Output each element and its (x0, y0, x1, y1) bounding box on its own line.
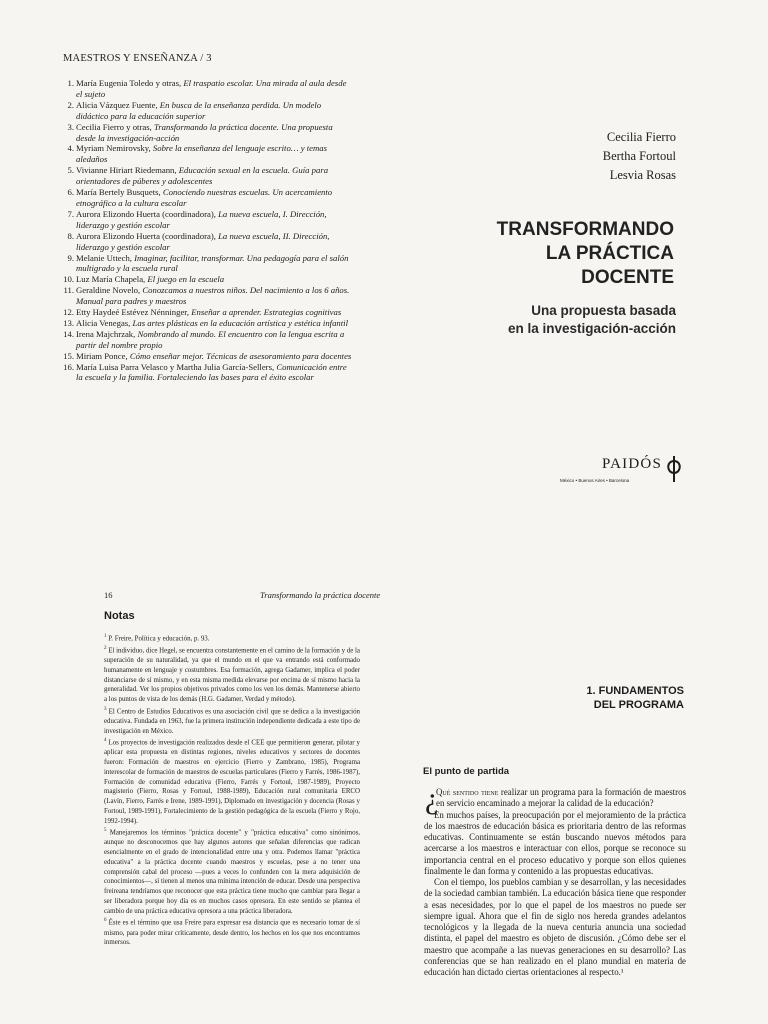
note-text: Manejaremos los términos "práctica docente" y "práctica educativa" como sinónimos, aunque no desconocemos que hay algunos autores que señalan diferencias que radican esencialmente en el grado de intencionalidad entre una y otra. Podemos llamar "práctica educativa" a la práctica docente cuando maestros y escuelas, pese a no tener una comprensión cabal del proceso —pues a veces lo confunden con la mera adquisición de conocimientos—, sí tienen al menos una mínima intención de educar. Desde una perspectiva freireana tendríamos que reconocer que esta práctica tiene mucho que cambiar para llegar a ser liberadora porque hoy día es en muchos casos opresora. En este sentido se plantea el cambio de una práctica educativa opresora a una práctica liberadora. (104, 829, 360, 915)
series-item-number: 10. (63, 274, 74, 285)
series-item-authors: Myriam Nemirovsky, (76, 143, 151, 154)
series-item-number: 4. (67, 143, 74, 154)
title-line: TRANSFORMANDO (496, 219, 674, 240)
series-item-title: Nombrando al mundo. El encuentro con la lengua escrita a partir del nombre propio (76, 328, 345, 350)
note-number: 6 (104, 918, 107, 924)
lead-rest: realizar un programa para la formación de maestros en servicio encaminado a mejorar la calidad de la educación? (436, 787, 686, 809)
series-item (62, 318, 352, 329)
note-text: El Centro de Estudios Educativos es una asociación civil que se dedica a la investigación educativa. Fundada en 1963, fue la primera institución independiente dedicada a este tipo de investigación en México. (104, 708, 360, 735)
series-item-authors: Aurora Elizondo Huerta (coordinadora), (76, 208, 216, 219)
series-item (62, 362, 352, 384)
notes-page (0, 512, 384, 1024)
series-item-title: El traspatio escolar. Una mirada al aula desde el sujeto (76, 78, 347, 99)
series-item (62, 209, 352, 231)
series-item-title: La nueva escuela, I. Dirección, liderazgo y gestión escolar (76, 208, 327, 230)
series-item-number: 1. (67, 78, 74, 88)
note-text: P. Freire, Política y educación, p. 93. (108, 635, 210, 643)
series-item-authors: Irena Majchrzak, (76, 328, 136, 339)
note-item (104, 736, 360, 826)
title-page (384, 0, 768, 512)
series-item-authors: Alicia Vázquez Fuente, (76, 99, 158, 110)
series-item-title: En busca de la enseñanza perdida. Un modelo didáctico para la educación superior (76, 99, 322, 121)
note-text: El individuo, dice Hegel, se encuentra constantemente en el camino de la formación y de la superación de su naturalidad, ya que el mundo en el que va entrando está conformado humanamente en lenguaje y costumbres. Esa formación, agrega Gadamer, implica el poder distanciarse de sí mismo, y en esta misma medida elevarse por encima de sí mismo hacia la generalidad. Ver los propios objetivos privados como los ven los demás. Mantenerse abierto a los puntos de vista de los demás (H.G. Gadamer, Verdad y método). (104, 647, 360, 704)
note-number: 1 (104, 634, 107, 639)
drop-cap: ¿ (425, 782, 439, 815)
series-item-number: 8. (67, 230, 74, 241)
series-item-number: 9. (67, 252, 74, 263)
series-item (62, 307, 352, 318)
series-item (62, 231, 352, 253)
series-item-number: 16. (63, 361, 74, 372)
series-item (62, 253, 352, 275)
section-heading: El punto de partida (423, 766, 510, 777)
notes-heading: Notas (104, 610, 135, 622)
note-number: 4 (104, 738, 107, 744)
series-item-authors: Melanie Uttech, (76, 252, 132, 263)
note-item (104, 705, 360, 737)
title-line: LA PRÁCTICA (545, 243, 674, 264)
series-item (62, 351, 352, 362)
note-number: 5 (104, 828, 107, 834)
series-item-authors: Luz María Chapela, (76, 274, 146, 285)
series-page (0, 0, 384, 512)
series-item (62, 143, 352, 165)
note-text: Éste es el término que usa Freire para expresar esa distancia que es necesario tomar de sí mismo, para poder mirar críticamente, desde dentro, los hechos en los que nos encontramos inmersos. (104, 919, 360, 947)
book-title (486, 218, 674, 290)
author-name: Cecilia Fierro (606, 130, 676, 144)
series-item-title: Educación sexual en la escuela. Guía para orientadores de púberes y adolescentes (76, 165, 329, 187)
series-item-title: Comunicación entre la escuela y la familia. Fortaleciendo las bases para el éxito escolar (76, 361, 347, 383)
series-item (62, 122, 352, 144)
series-item-title: Conociendo nuestras escuelas. Un acercamiento etnográfico a la cultura escolar (76, 187, 333, 208)
author-name: Bertha Fortoul (602, 149, 676, 163)
series-item-number: 14. (63, 328, 74, 339)
series-header: MAESTROS Y ENSEÑANZA / 3 (63, 53, 212, 64)
body-paragraph (424, 787, 686, 810)
series-item-authors: Miriam Ponce, (76, 350, 128, 361)
chapter-title (540, 684, 684, 712)
title-line: DOCENTE (581, 267, 674, 288)
series-item-title: El juego en la escuela (147, 274, 225, 285)
body-paragraph: Con el tiempo, los pueblos cambian y se desarrollan, y las necesidades de la sociedad cambian también. La educación básica tiene que responder a esas necesidades, por lo que el papel de los maestros no puede ser siempre igual. Ahora que el fin de siglo nos hereda grandes adelantos tecnológicos y la llegada de la nueva centuria anuncia una sociedad distinta, el papel del maestro es objeto de discusión. ¿Cómo debe ser el maestro que acompañe a las nuevas generaciones en su desarrollo? Las conferencias que se han realizado en el plano mundial en materia de educación han dictado ciertas orientaciones al respecto.¹ (424, 877, 686, 977)
series-item-title: Sobre la enseñanza del lenguaje escrito… y temas aledaños (76, 143, 328, 165)
series-item-authors: Alicia Venegas, (76, 317, 131, 328)
series-item (62, 285, 352, 307)
publisher-cities: México • Buenos Aires • Barcelona (560, 478, 630, 483)
publisher-logo-icon (664, 455, 684, 483)
series-item (62, 274, 352, 285)
series-item-authors: María Luisa Parra Velasco y Martha Julia García-Sellers, (76, 361, 275, 372)
subtitle-line: Una propuesta basada (531, 303, 676, 318)
series-item-authors: Vivianne Hiriart Riedemann, (76, 165, 177, 176)
book-subtitle (470, 302, 676, 338)
series-item-title: Conozcamos a nuestros niños. Del nacimiento a los 6 años. Manual para padres y maestros (76, 285, 350, 307)
note-item (104, 916, 360, 948)
series-item-number: 6. (67, 187, 74, 198)
series-item-authors: María Bertely Busquets, (76, 187, 161, 198)
series-item (62, 78, 352, 100)
running-head: Transformando la práctica docente (260, 590, 381, 600)
note-number: 3 (104, 706, 107, 712)
series-item-title: Enseñar a aprender. Estrategias cognitivas (191, 307, 342, 318)
series-item-number: 2. (67, 99, 74, 110)
notes-list (104, 632, 360, 948)
series-item (62, 100, 352, 122)
series-item-number: 5. (67, 165, 74, 176)
series-item-title: Imaginar, facilitar, transformar. Una pedagogía para el salón multigrado y la escuela rural (76, 252, 349, 274)
series-item-title: Transformando la práctica docente. Una propuesta desde la investigación-acción (76, 121, 333, 143)
note-number: 2 (104, 646, 107, 652)
series-item-number: 3. (67, 121, 74, 132)
series-item-number: 11. (63, 285, 74, 296)
note-text: Los proyectos de investigación realizados desde el CEE que permitieron generar, pilotar y aplicar esta propuesta en distintas regiones, niveles educativos y sectores de docentes fueron: Formación de maestros en ejercicio (Fierro y Zambrano, 1985), Programa interescolar de formación de maestros de escuelas particulares (Fierro y Farrés, 1986-1987), Formación de comunidad educativa (Fierro, Farrés y Fortoul, 1987-1989), Proyecto magisterio (Fierro, Rosas y Fortoul, 1988-1989), Educación rural comunitaria ERCO (Lavín, Fierro, Farrés e Irene, 1989-1991), Diplomado en investigación y docencia (Rosas y Fortoul, 1989-1991), Fortalecimiento de la gestión pedagógica de la escuela (Fierro y Rojo, 1992-1994). (104, 739, 360, 825)
book-authors (603, 128, 676, 185)
series-item-authors: Etty Haydeé Estévez Nénninger, (76, 307, 190, 318)
chapter-line: 1. FUNDAMENTOS (586, 685, 684, 697)
note-item (104, 644, 360, 705)
note-item (104, 632, 360, 644)
series-item-title: La nueva escuela, II. Dirección, liderazgo y gestión escolar (76, 230, 330, 252)
series-item-title: Las artes plásticas en la educación artística y estética infantil (132, 317, 349, 328)
lead-smallcaps: Qué sentido tiene (436, 787, 499, 797)
series-item (62, 329, 352, 351)
chapter-line: DEL PROGRAMA (593, 699, 684, 711)
series-item-number: 15. (63, 350, 74, 361)
page-number: 16 (104, 590, 113, 600)
series-item-authors: Geraldine Novelo, (76, 285, 141, 296)
author-name: Lesvia Rosas (609, 168, 676, 182)
series-item (62, 187, 352, 209)
publisher-name: PAIDÓS (601, 456, 662, 472)
subtitle-line: en la investigación-acción (507, 321, 676, 336)
body-paragraph: En muchos países, la preocupación por el mejoramiento de la práctica de los maestros de educación básica es prioritaria dentro de las reformas educativas. Continuamente se están buscando nuevos métodos para acercarse a los maestros e interactuar con ellos, porque se reconoce su importancia central en el proceso educativo y porque son ellos quienes finalmente le dan forma y contenido a las propuestas educativas. (424, 809, 686, 876)
body-text (424, 787, 686, 978)
series-list (62, 78, 352, 383)
series-item-authors: María Eugenia Toledo y otras, (76, 78, 182, 88)
series-item-number: 13. (63, 317, 74, 328)
note-item (104, 826, 360, 916)
series-item-authors: Aurora Elizondo Huerta (coordinadora), (76, 230, 216, 241)
series-item (62, 165, 352, 187)
chapter-page (384, 512, 768, 1024)
publisher-imprint (560, 456, 698, 490)
series-item-number: 12. (63, 307, 74, 318)
series-item-authors: Cecilia Fierro y otras, (76, 121, 152, 132)
series-item-number: 7. (67, 208, 74, 219)
series-item-title: Cómo enseñar mejor. Técnicas de asesoramiento para docentes (129, 350, 352, 361)
